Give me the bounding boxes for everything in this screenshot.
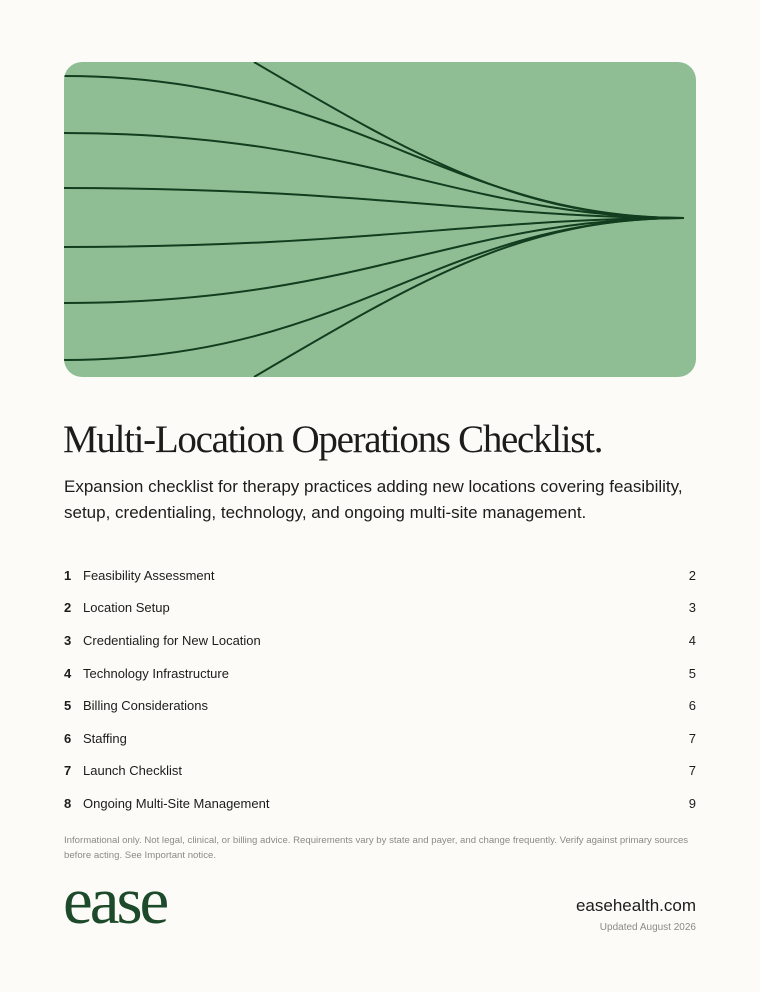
converging-lines-graphic (64, 62, 696, 377)
toc-item[interactable] (64, 559, 696, 592)
toc-item-number: 4 (64, 665, 72, 681)
curve-line-7 (64, 218, 684, 360)
toc-item-number: 2 (64, 600, 72, 616)
toc-item-title: Launch Checklist (83, 763, 182, 779)
ease-logo: ease (63, 864, 167, 938)
toc-item[interactable] (64, 722, 696, 755)
toc-item-page: 5 (688, 665, 696, 681)
curve-line-2 (64, 76, 684, 218)
curve-line-1 (254, 62, 684, 218)
disclaimer-note: Informational only. Not legal, clinical, or billing advice. Requirements vary by state and payer, and change frequently. Verify against primary sources before acting. See Important notice. (64, 835, 689, 861)
toc-item-number: 1 (64, 567, 72, 583)
curve-line-8 (254, 218, 684, 377)
toc-item-page: 2 (688, 567, 696, 583)
curve-line-3 (64, 133, 684, 218)
toc-item-number: 5 (64, 698, 72, 714)
toc-item[interactable] (64, 657, 696, 690)
toc-item-title: Feasibility Assessment (83, 567, 215, 583)
toc-item-page: 7 (688, 763, 696, 779)
toc-item-title: Technology Infrastructure (83, 665, 229, 681)
toc-item-number: 6 (64, 730, 72, 746)
toc-item[interactable] (64, 624, 696, 657)
toc-item-page: 7 (688, 730, 696, 746)
page-subtitle: Expansion checklist for therapy practices adding new locations covering feasibility, setup, credentialing, technology, and ongoing multi-site management. (64, 477, 683, 522)
toc-item-number: 7 (64, 763, 72, 779)
toc-item-title: Credentialing for New Location (83, 632, 261, 648)
toc-item-page: 3 (688, 600, 696, 616)
toc-item-title: Staffing (83, 730, 127, 746)
toc-item[interactable] (64, 592, 696, 625)
toc-item-number: 8 (64, 795, 72, 811)
toc-item[interactable] (64, 755, 696, 788)
toc-item-page: 4 (688, 632, 696, 648)
updated-date: Updated August 2026 (599, 922, 696, 933)
toc-item-number: 3 (64, 632, 72, 648)
toc-item-page: 9 (688, 795, 696, 811)
page-title: Multi-Location Operations Checklist. (63, 418, 603, 461)
toc-item-title: Ongoing Multi-Site Management (83, 795, 270, 811)
cover-illustration (64, 62, 696, 377)
website-link[interactable]: easehealth.com (575, 896, 696, 915)
curve-line-6 (64, 218, 684, 303)
toc-item-title: Location Setup (83, 600, 170, 616)
toc-item-page: 6 (688, 698, 696, 714)
toc-item[interactable] (64, 689, 696, 722)
table-of-contents (64, 559, 696, 820)
toc-item[interactable] (64, 787, 696, 820)
toc-item-title: Billing Considerations (83, 698, 209, 714)
